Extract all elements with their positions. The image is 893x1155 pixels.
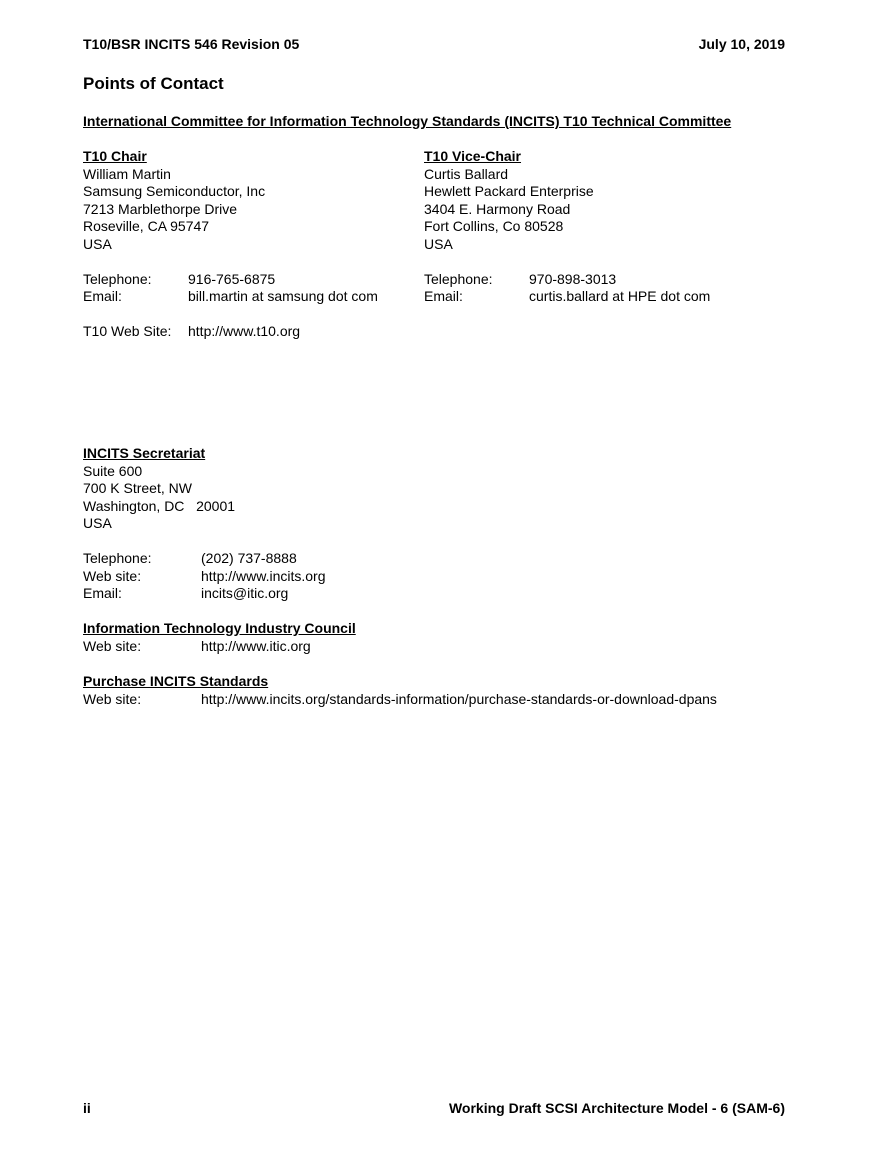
chair-block [83, 148, 413, 306]
vice-chair-address-line: 3404 E. Harmony Road [424, 200, 571, 217]
secretariat-address-line: Washington, DC 20001 [83, 497, 236, 514]
purchase-website-label: Web site: [83, 690, 142, 707]
chair-address-line: Samsung Semiconductor, Inc [83, 183, 266, 199]
t10-website-row [83, 323, 483, 341]
secretariat-block [83, 445, 483, 603]
vice-chair-telephone-row [424, 271, 784, 289]
chair-address-line: 7213 Marblethorpe Drive [83, 200, 238, 217]
secretariat-address-line: Suite 600 [83, 462, 143, 479]
secretariat-email-row [83, 585, 483, 603]
secretariat-telephone: (202) 737-8888 [201, 550, 297, 566]
secretariat-telephone-label: Telephone: [83, 550, 152, 566]
chair-telephone-label: Telephone: [83, 270, 152, 287]
chair-email-row [83, 288, 413, 306]
t10-website-label: T10 Web Site: [83, 323, 172, 339]
vice-chair-address-line: Fort Collins, Co 80528 [424, 218, 564, 234]
vice-chair-address-line: Curtis Ballard [424, 165, 509, 182]
vice-chair-email-row [424, 288, 784, 306]
running-header-doc-id: T10/BSR INCITS 546 Revision 05 [83, 36, 300, 52]
vice-chair-address-line: USA [424, 235, 453, 252]
vice-chair-email-label: Email: [424, 288, 463, 304]
itic-block [83, 620, 483, 655]
itic-website-row [83, 638, 483, 656]
secretariat-website-link[interactable]: http://www.incits.org [201, 567, 326, 584]
purchase-heading: Purchase INCITS Standards [83, 673, 269, 689]
chair-telephone: 916-765-6875 [188, 270, 276, 287]
vice-chair-block [424, 148, 784, 306]
secretariat-heading: INCITS Secretariat [83, 445, 206, 461]
purchase-block [83, 673, 803, 708]
itic-heading: Information Technology Industry Council [83, 620, 356, 636]
secretariat-email-label: Email: [83, 585, 122, 601]
page-number: ii [83, 1100, 91, 1116]
secretariat-address-line: USA [83, 515, 112, 531]
chair-email-label: Email: [83, 288, 122, 304]
chair-email: bill.martin at samsung dot com [188, 288, 378, 304]
running-footer-title: Working Draft SCSI Architecture Model - 6 (SAM-6) [448, 1100, 785, 1116]
secretariat-address-line: 700 K Street, NW [83, 480, 192, 496]
vice-chair-email: curtis.ballard at HPE dot com [529, 288, 711, 304]
chair-telephone-row [83, 271, 413, 289]
t10-website-link[interactable]: http://www.t10.org [188, 323, 301, 339]
itic-website-label: Web site: [83, 637, 142, 654]
purchase-website-row [83, 691, 803, 709]
vice-chair-telephone-label: Telephone: [424, 270, 493, 287]
committee-heading: International Committee for Information Technology Standards (INCITS) T10 Technical Committee [83, 113, 732, 129]
chair-address-line: Roseville, CA 95747 [83, 218, 210, 234]
secretariat-email[interactable]: incits@itic.org [201, 585, 289, 601]
secretariat-website-row [83, 568, 483, 586]
purchase-website-link[interactable]: http://www.incits.org/standards-information/purchase-standards-or-download-dpans [201, 690, 717, 707]
vice-chair-telephone: 970-898-3013 [529, 270, 617, 287]
chair-heading: T10 Chair [83, 148, 147, 164]
secretariat-telephone-row [83, 550, 483, 568]
running-header-date: July 10, 2019 [698, 36, 785, 52]
page-title: Points of Contact [83, 74, 224, 93]
chair-address-line: William Martin [83, 165, 171, 182]
vice-chair-address-line: Hewlett Packard Enterprise [424, 183, 594, 199]
chair-address-line: USA [83, 235, 112, 252]
secretariat-website-label: Web site: [83, 567, 142, 584]
itic-website-link[interactable]: http://www.itic.org [201, 637, 311, 654]
vice-chair-heading: T10 Vice-Chair [424, 148, 522, 164]
